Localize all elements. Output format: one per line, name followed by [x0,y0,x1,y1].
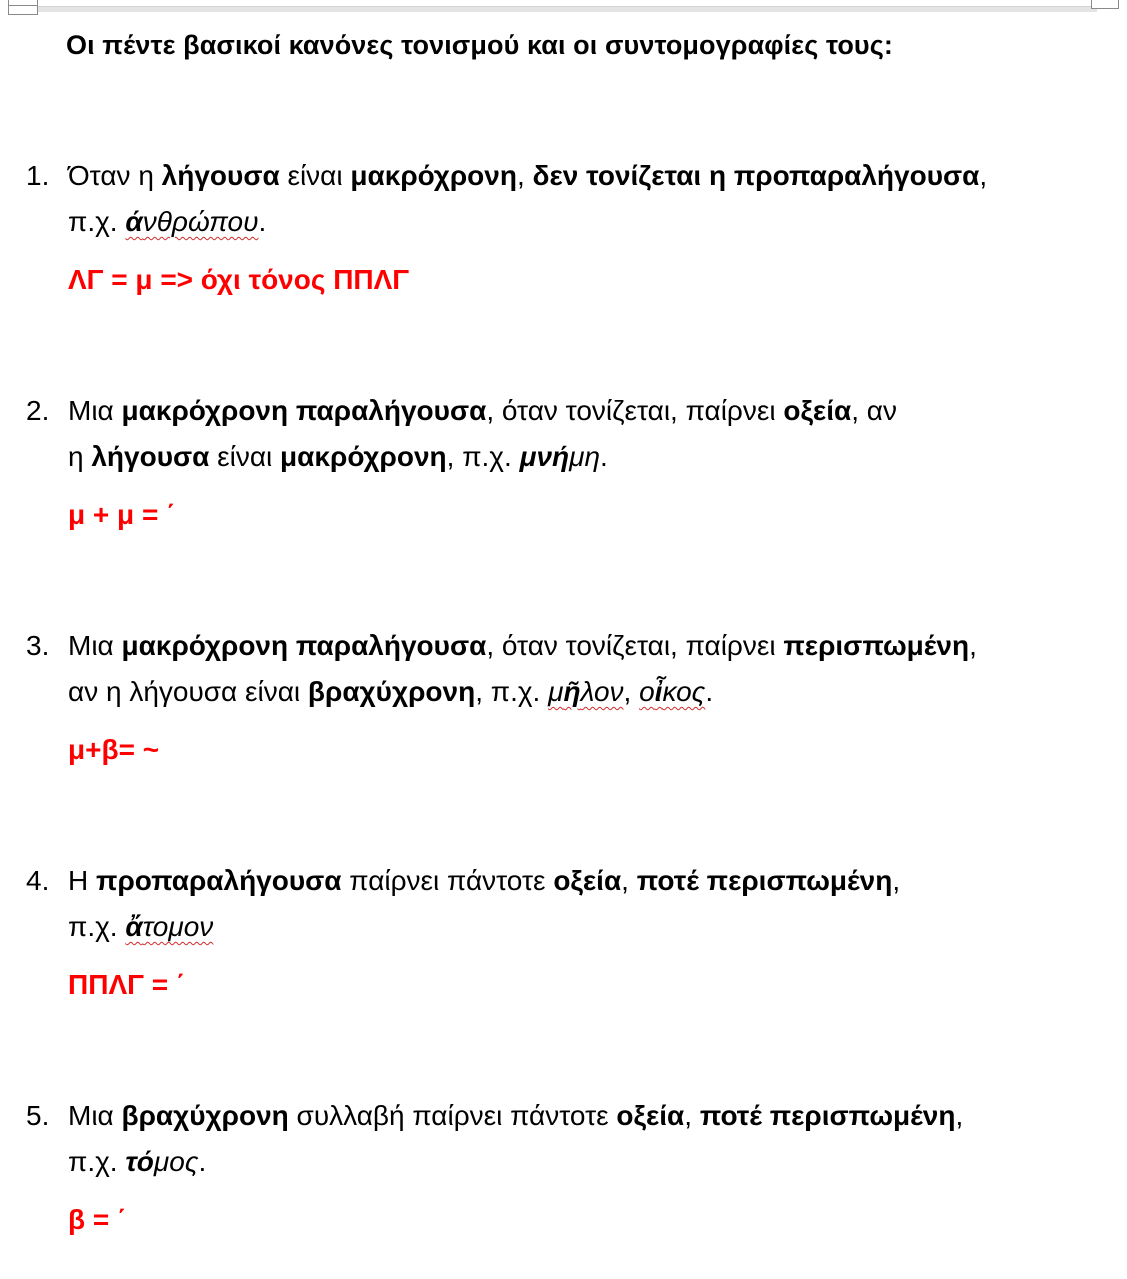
term-proparaligousa: προπαραλήγουσα [96,865,342,896]
rule-formula: ΠΠΛΓ = ΄ [68,969,186,1000]
rule-number: 2. [26,395,50,426]
rule-number: 3. [26,630,50,661]
rule-text: Μια μακρόχρονη παραλήγουσα, όταν τονίζεται, παίρνει οξεία, αν η λήγουσα είναι μακρόχρονη, π.χ. μνήμη. [68,395,897,472]
rule-formula: β = ΄ [68,1204,127,1235]
term-oxeia: οξεία [616,1100,685,1131]
example-word: άνθρώπου [125,206,259,237]
rule-formula: μ+β= ~ [68,734,160,765]
ruler-bar [0,0,1127,14]
rule-text: Μια βραχύχρονη συλλαβή παίρνει πάντοτε οξεία, ποτέ περισπωμένη, π.χ. τόμος. [68,1100,964,1177]
ruler-right-marker[interactable] [1091,0,1119,9]
example-word: τόμος [125,1146,199,1177]
rule-1 [26,153,1116,303]
term-ligousa: λήγουσα [91,441,210,472]
rule-5 [26,1093,1116,1243]
rule-formula: ΛΓ = μ => όχι τόνος ΠΠΛΓ [68,264,410,295]
term-perispomeni: περισπωμένη [783,630,970,661]
term-makroxroni: μακρόχρονη [350,160,517,191]
term-rule: δεν τονίζεται η προπαραλήγουσα [532,160,980,191]
term-oxeia: οξεία [783,395,852,426]
rule-number: 1. [26,160,50,191]
rule-text: Η προπαραλήγουσα παίρνει πάντοτε οξεία, ποτέ περισπωμένη, π.χ. ἄτομον [68,865,901,942]
term-makroxroni-paraligousa: μακρόχρονη παραλήγουσα [121,630,487,661]
term-braxyxroni: βραχύχρονη [307,676,476,707]
example-word: μνήμη [519,441,601,472]
term-pote-perispomeni: ποτέ περισπωμένη [699,1100,956,1131]
rule-number: 5. [26,1100,50,1131]
rule-text: Όταν η λήγουσα είναι μακρόχρονη, δεν τονίζεται η προπαραλήγουσα, π.χ. άνθρώπου. [68,160,988,237]
rule-text: Μια μακρόχρονη παραλήγουσα, όταν τονίζεται, παίρνει περισπωμένη, αν η λήγουσα είναι βραχύχρονη, π.χ. μῆλον, οἶκος. [68,630,977,707]
term-makroxroni: μακρόχρονη [280,441,447,472]
ruler-line [38,6,1097,12]
term-braxyxroni: βραχύχρονη [121,1100,289,1131]
example-word: ἄτομον [125,911,214,942]
rule-3 [26,623,1116,773]
rule-number: 4. [26,865,50,896]
term-oxeia: οξεία [553,865,622,896]
term-ligousa: λήγουσα [161,160,280,191]
example-word-2: οἶκος [639,676,706,707]
example-word-1: μῆλον [548,676,624,707]
document-title: Οι πέντε βασικοί κανόνες τονισμού και οι συντομογραφίες τους: [66,30,893,60]
ruler-left-marker[interactable] [8,0,38,15]
rule-4 [26,858,1116,1008]
term-pote-perispomeni: ποτέ περισπωμένη [636,865,893,896]
rule-formula: μ + μ = ΄ [68,499,176,530]
rule-2 [26,388,1116,538]
term-makroxroni-paraligousa: μακρόχρονη παραλήγουσα [121,395,487,426]
